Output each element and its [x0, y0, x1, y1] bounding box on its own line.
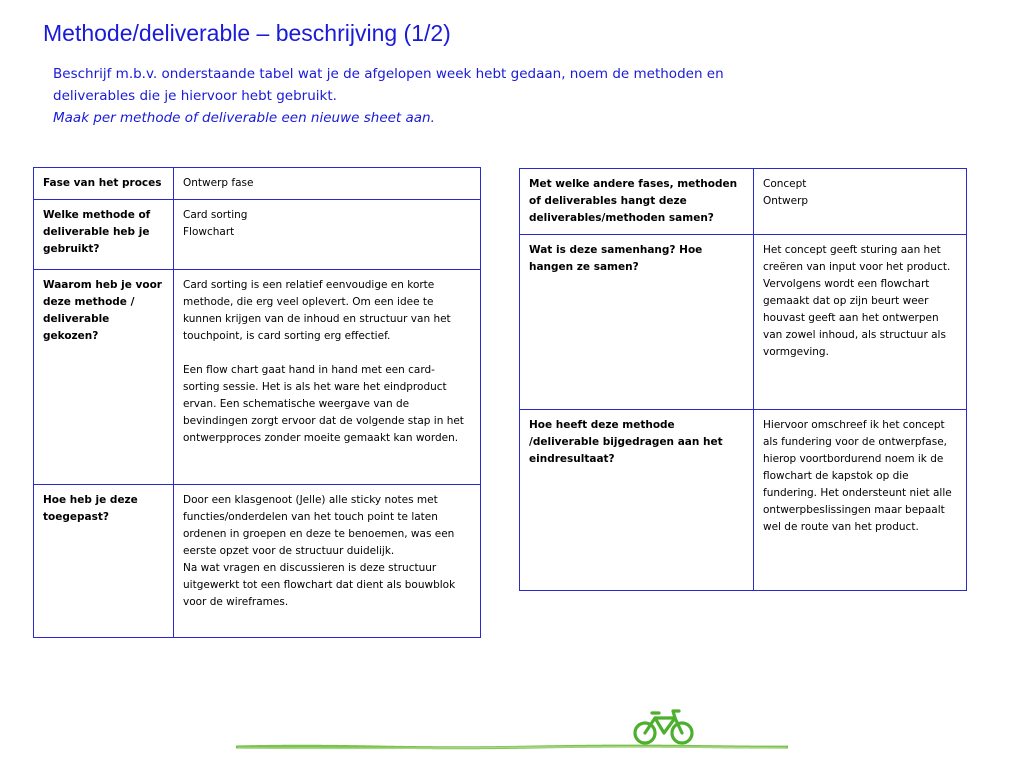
table-row [520, 410, 967, 591]
answer-cell [754, 410, 967, 591]
answer-cell [754, 235, 967, 410]
right-table [519, 168, 967, 591]
page-title: Methode/deliverable – beschrijving (1/2) [43, 20, 451, 46]
intro-text [53, 63, 813, 129]
answer-text: Concept Ontwerp [763, 178, 809, 207]
question-cell: Wat is deze samenhang? Hoe hangen ze samen? [520, 235, 754, 410]
intro-line-1: Beschrijf m.b.v. onderstaande tabel wat je de afgelopen week hebt gedaan, noem de methoden en [53, 66, 724, 82]
question-cell: Fase van het proces [34, 168, 174, 200]
left-table [33, 167, 481, 638]
answer-text: Het concept geeft sturing aan het creëren van input voor het product. Vervolgens wordt een flowchart gemaakt dat op zijn beurt weer houvast geeft aan het ontwerpen van zowel inhoud, als structuur als vormgeving. [763, 244, 951, 358]
answer-cell [174, 200, 481, 270]
answer-text: Door een klasgenoot (Jelle) alle sticky notes met functies/onderdelen van het touch point te laten ordenen in groepen en deze te benoemen, was een eerste opzet voor de structuur duidelijk. Na wat vragen en discussieren is deze structuur uitgewerkt tot een flowchart dat dient als bouwblok voor de wireframes. [183, 494, 456, 608]
answer-paragraph-2: Een flow chart gaat hand in hand met een card-sorting sessie. Het is als het ware het eindproduct ervan. Een schematische weergave van de bevindingen zorgt ervoor dat de volgende stap in het ontwerpproces zonder moeite gemaakt kan worden. [183, 364, 464, 444]
answer-text: Card sorting Flowchart [183, 209, 248, 238]
table-row [34, 270, 481, 485]
bicycle-icon [632, 707, 696, 747]
question-cell: Waarom heb je voor deze methode / deliverable gekozen? [34, 270, 174, 485]
question-cell: Hoe heeft deze methode /deliverable bijgedragen aan het eindresultaat? [520, 410, 754, 591]
answer-text: Ontwerp fase [183, 177, 254, 189]
table-row [34, 200, 481, 270]
answer-text: Hiervoor omschreef ik het concept als fundering voor de ontwerpfase, hierop voortbordurend noem ik de flowchart de kapstok op die fundering. Het ondersteunt niet alle ontwerpbeslissingen maar bepaalt wel de route van het product. [763, 419, 952, 533]
question-cell: Welke methode of deliverable heb je gebruikt? [34, 200, 174, 270]
answer-cell [174, 270, 481, 485]
question-cell: Hoe heb je deze toegepast? [34, 485, 174, 638]
green-road-line [236, 744, 788, 750]
table-row [520, 169, 967, 235]
intro-line-2: deliverables die je hiervoor hebt gebruikt. [53, 88, 337, 104]
answer-cell [754, 169, 967, 235]
answer-cell [174, 485, 481, 638]
table-row [34, 168, 481, 200]
table-row [520, 235, 967, 410]
question-cell: Met welke andere fases, methoden of deliverables hangt deze deliverables/methoden samen? [520, 169, 754, 235]
answer-paragraph-1: Card sorting is een relatief eenvoudige en korte methode, die erg veel oplevert. Om een idee te kunnen krijgen van de inhoud en structuur van het touchpoint, is card sorting erg effectief. [183, 279, 451, 342]
intro-line-3: Maak per methode of deliverable een nieuwe sheet aan. [53, 110, 435, 126]
table-row [34, 485, 481, 638]
answer-cell [174, 168, 481, 200]
